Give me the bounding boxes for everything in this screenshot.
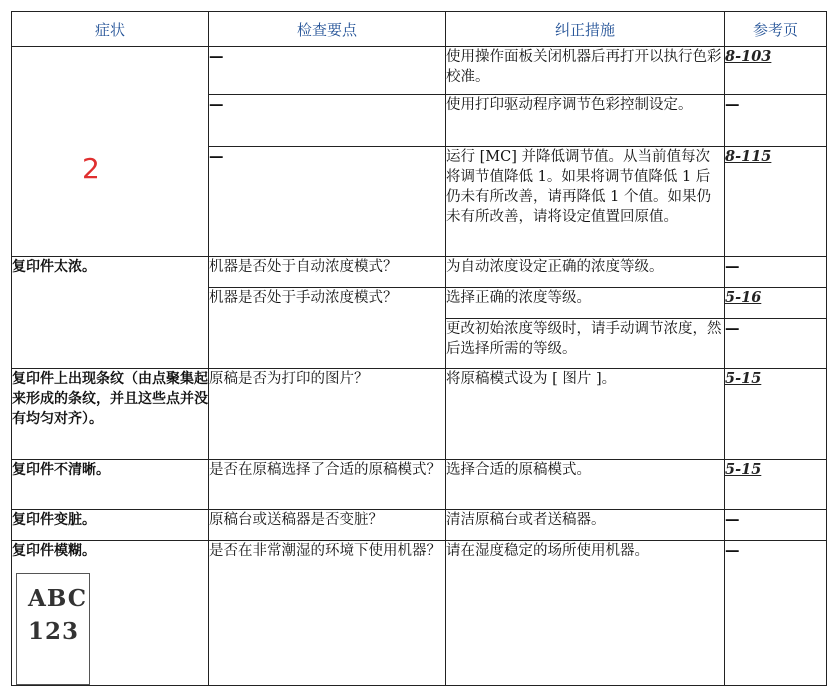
action-cell: 使用操作面板关闭机器后再打开以执行色彩校准。: [446, 49, 722, 85]
check-cell: 是否在非常潮湿的环境下使用机器？: [209, 543, 441, 559]
action-cell: 为自动浓度设定正确的浓度等级。: [446, 259, 664, 275]
table-row: [12, 369, 827, 460]
table-row: [12, 257, 827, 288]
action-cell: 请在湿度稳定的场所使用机器。: [446, 543, 649, 559]
symptom-cell: 复印件不清晰。: [12, 462, 110, 478]
check-cell: 机器是否处于手动浓度模式？: [209, 290, 398, 306]
symptom-cell: 复印件上出现条纹（由点聚集起来形成的条纹，并且这些点并没有均匀对齐）。: [12, 371, 208, 427]
reference-cell: —: [725, 512, 740, 528]
reference-link[interactable]: 5-15: [725, 461, 762, 478]
reference-link[interactable]: 8-115: [725, 148, 772, 165]
table-row: [12, 541, 827, 686]
reference-cell: —: [725, 321, 740, 337]
action-cell: 运行 [MC] 并降低调节值。从当前值每次将调节值降低 1。如果将调节值降低 1 后仍未有所改善，请再降低 1 个值。如果仍未有所改善，请将设定值置回原值。: [446, 149, 711, 225]
reference-cell: —: [725, 259, 740, 275]
header-reference-page: 参考页: [725, 12, 827, 47]
symptom-cell: 复印件模糊。: [12, 543, 96, 559]
sample-text-line: 123: [28, 618, 80, 645]
sample-text-line: ABC: [28, 585, 88, 612]
check-cell: 原稿是否为打印的图片？: [209, 371, 369, 387]
reference-link[interactable]: 8-103: [725, 48, 772, 65]
header-corrective-action: 纠正措施: [446, 12, 725, 47]
blurred-sample-image: [16, 573, 90, 685]
table-row: [12, 47, 827, 95]
symptom-cell-color: [12, 47, 209, 257]
check-cell: —: [209, 49, 224, 65]
check-cell: —: [209, 97, 224, 113]
action-cell: 选择合适的原稿模式。: [446, 462, 591, 478]
symptom-cell: 复印件太浓。: [12, 259, 96, 275]
check-cell: 是否在原稿选择了合适的原稿模式？: [209, 462, 441, 478]
callout-number: 2: [82, 152, 100, 185]
table-row: [12, 510, 827, 541]
table-header-row: [12, 12, 827, 47]
action-cell: 更改初始浓度等级时，请手动调节浓度，然后选择所需的等级。: [446, 321, 722, 357]
check-cell: —: [209, 149, 224, 165]
reference-link[interactable]: 5-15: [725, 370, 762, 387]
symptom-cell: 复印件变脏。: [12, 512, 96, 528]
header-symptom: 症状: [12, 12, 209, 47]
action-cell: 使用打印驱动程序调节色彩控制设定。: [446, 97, 693, 113]
check-cell: 机器是否处于自动浓度模式？: [209, 259, 398, 275]
header-check-point: 检查要点: [209, 12, 446, 47]
action-cell: 清洁原稿台或者送稿器。: [446, 512, 606, 528]
reference-cell: —: [725, 543, 740, 559]
reference-cell: —: [725, 97, 740, 113]
action-cell: 选择正确的浓度等级。: [446, 290, 591, 306]
troubleshooting-table: [11, 11, 827, 686]
action-cell: 将原稿模式设为 [ 图片 ]。: [446, 371, 617, 387]
table-row: [12, 460, 827, 510]
reference-link[interactable]: 5-16: [725, 289, 762, 306]
check-cell: 原稿台或送稿器是否变脏？: [209, 512, 383, 528]
